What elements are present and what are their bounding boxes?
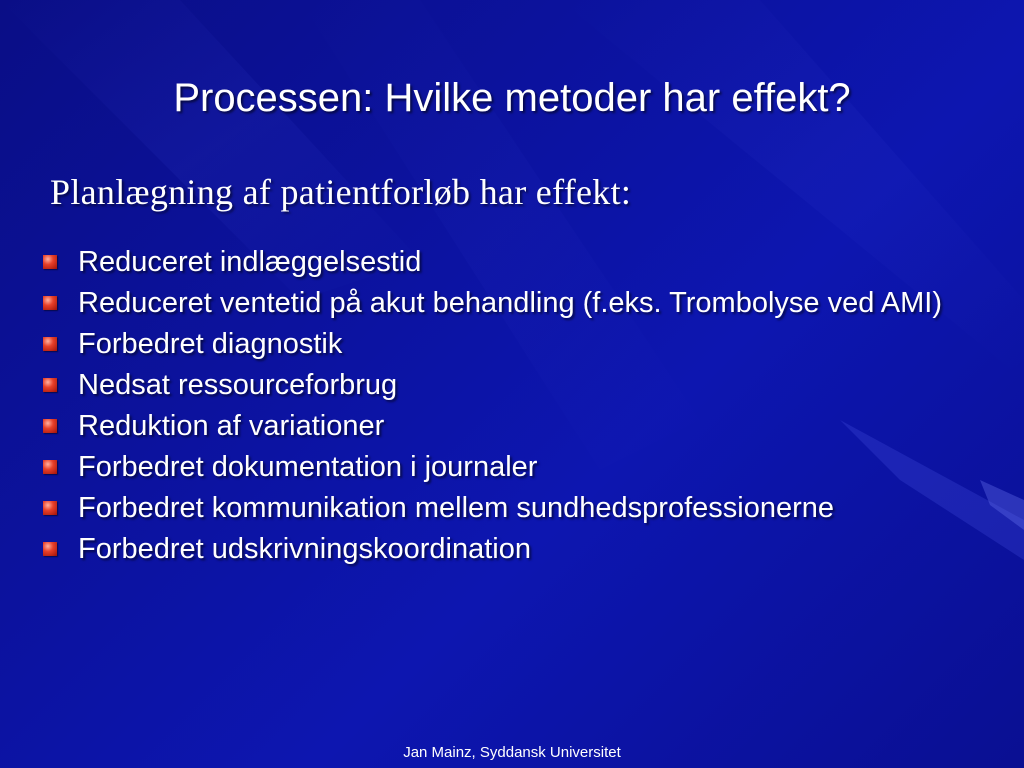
bullet-text: Reduceret ventetid på akut behandling (f.eks. Trombolyse ved AMI) [78, 287, 943, 319]
red-square-bullet-icon [43, 460, 57, 474]
red-square-bullet-icon [43, 337, 57, 351]
slide-subtitle: Planlægning af patientforløb har effekt: [50, 172, 632, 212]
bullet-item [40, 449, 1000, 485]
bullet-item [40, 531, 1000, 567]
bullet-item [40, 285, 1000, 321]
red-square-bullet-icon [43, 501, 57, 515]
bullet-item [40, 244, 1000, 280]
bullet-text: Forbedret kommunikation mellem sundhedsprofessionerne [78, 492, 834, 524]
red-square-bullet-icon [43, 296, 57, 310]
red-square-bullet-icon [43, 378, 57, 392]
red-square-bullet-icon [43, 542, 57, 556]
bullet-item [40, 408, 1000, 444]
bullet-text: Forbedret dokumentation i journaler [78, 451, 538, 483]
red-square-bullet-icon [43, 255, 57, 269]
bullet-text: Reduceret indlæggelsestid [78, 246, 422, 278]
bullet-text: Forbedret diagnostik [78, 328, 343, 360]
slide-title: Processen: Hvilke metoder har effekt? [173, 76, 851, 120]
slide-footer: Jan Mainz, Syddansk Universitet [403, 744, 621, 761]
bullet-item [40, 367, 1000, 403]
bullet-text: Forbedret udskrivningskoordination [78, 533, 531, 565]
bullet-text: Nedsat ressourceforbrug [78, 369, 398, 401]
bullet-item [40, 326, 1000, 362]
red-square-bullet-icon [43, 419, 57, 433]
bullet-item [40, 490, 1000, 526]
bullet-text: Reduktion af variationer [78, 410, 385, 442]
bullet-list [40, 244, 1000, 572]
